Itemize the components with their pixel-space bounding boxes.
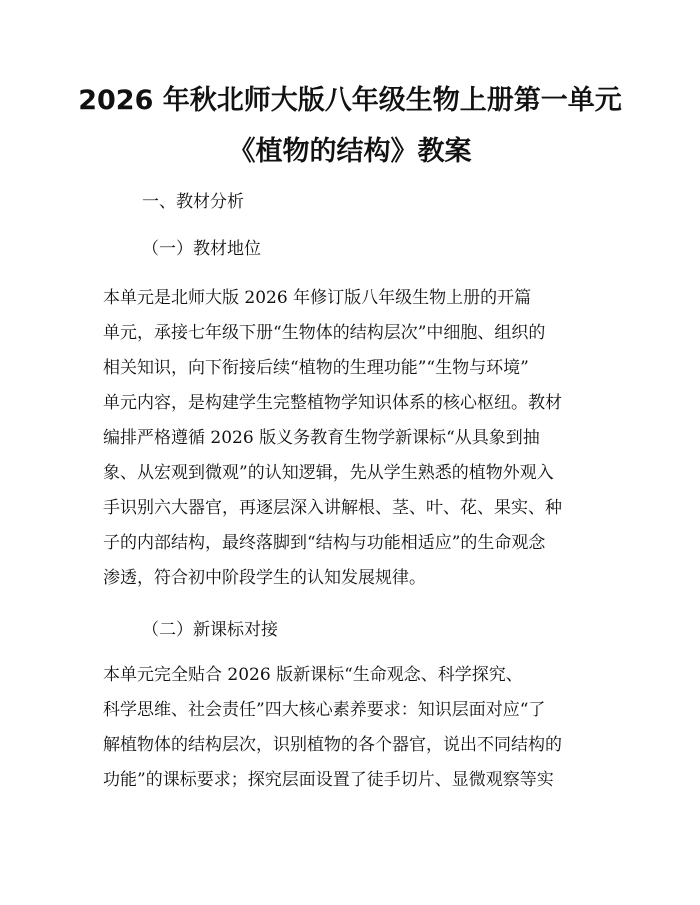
paragraph-line: 单元内容，是构建学生完整植物学知识体系的核心枢纽。教材 (103, 393, 562, 413)
paragraph-line: 本单元是北师大版 2026 年修订版八年级生物上册的开篇 (103, 288, 532, 308)
paragraph-line: 编排严格遵循 2026 版义务教育生物学新课标“从具象到抽 (103, 428, 540, 448)
paragraph-line: 本单元完全贴合 2026 版新课标“生命观念、科学探究、 (103, 665, 523, 685)
document-title-line-1: 2026 年秋北师大版八年级生物上册第一单元 (78, 85, 622, 116)
paragraph-line: 相关知识，向下衔接后续“植物的生理功能”“生物与环境” (103, 358, 529, 378)
paragraph-material-position (103, 281, 603, 596)
paragraph-line: 子的内部结构，最终落脚到“结构与功能相适应”的生命观念 (103, 533, 546, 553)
paragraph-line: 象、从宏观到微观”的认知逻辑，先从学生熟悉的植物外观入 (103, 463, 554, 483)
paragraph-line: 解植物体的结构层次，识别植物的各个器官，说出不同结构的 (103, 735, 562, 755)
paragraph-line: 科学思维、社会责任”四大核心素养要求：知识层面对应“了 (103, 700, 546, 720)
subsection-heading-material-position: （一）教材地位 (142, 239, 261, 259)
document-title-line-2: 《植物的结构》教案 (228, 136, 472, 167)
paragraph-line: 功能”的课标要求；探究层面设置了徒手切片、显微观察等实 (103, 770, 554, 790)
paragraph-curriculum-alignment (103, 658, 603, 798)
paragraph-line: 渗透，符合初中阶段学生的认知发展规律。 (103, 568, 426, 588)
paragraph-line: 单元，承接七年级下册“生物体的结构层次”中细胞、组织的 (103, 323, 546, 343)
subsection-heading-curriculum-alignment: （二）新课标对接 (142, 620, 278, 640)
paragraph-line: 手识别六大器官，再逐层深入讲解根、茎、叶、花、果实、种 (103, 498, 562, 518)
section-heading-teaching-material-analysis: 一、教材分析 (142, 192, 244, 212)
